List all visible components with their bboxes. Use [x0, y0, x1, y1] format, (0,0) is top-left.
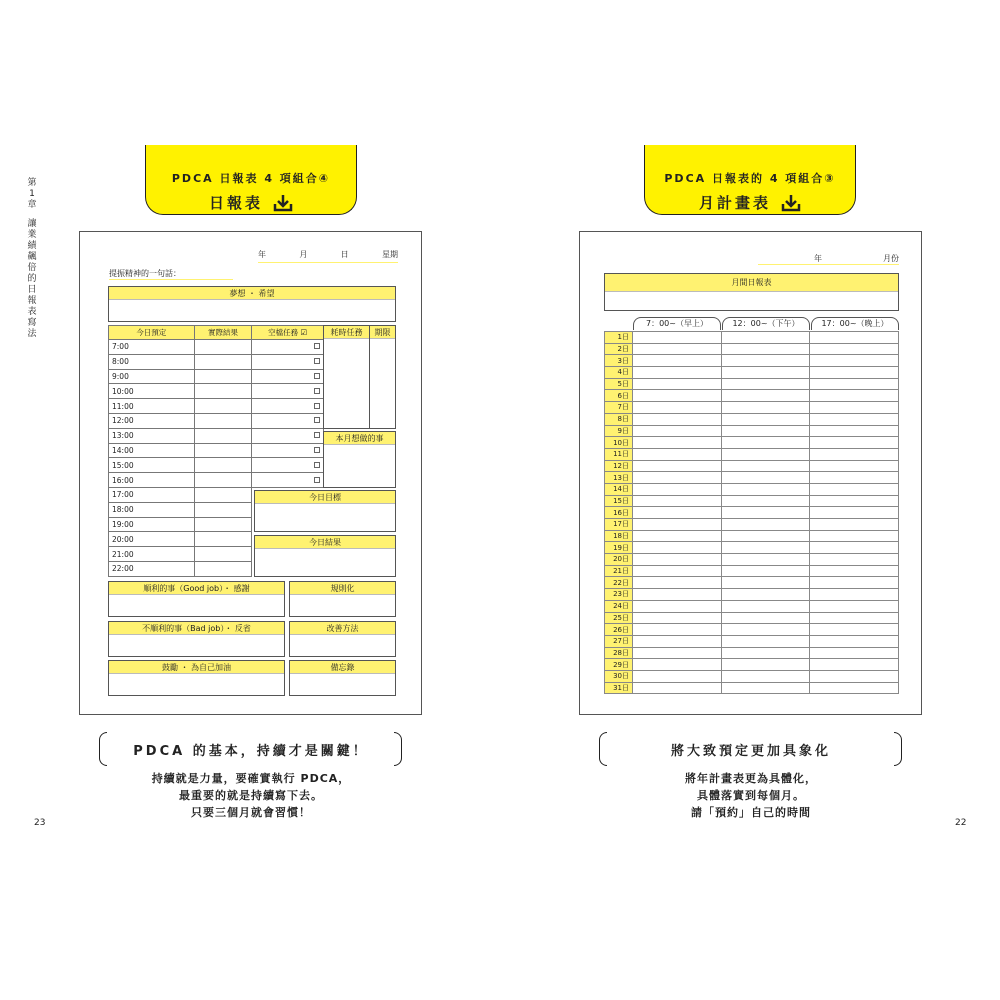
table-row	[605, 554, 899, 566]
spare-task-cell[interactable]	[252, 428, 324, 443]
page-number-right: 22	[955, 818, 967, 828]
slot-cell[interactable]	[633, 355, 722, 367]
table-row	[109, 354, 324, 369]
slot-afternoon: 12：00~（下午）	[722, 317, 810, 330]
checkbox[interactable]	[314, 388, 320, 394]
slot-cell[interactable]	[633, 402, 722, 414]
slot-cell[interactable]	[810, 635, 899, 647]
table-row	[605, 542, 899, 554]
bracket-left	[99, 732, 107, 766]
day-cell: 11日	[605, 448, 633, 460]
table-row	[605, 612, 899, 624]
result-cell[interactable]	[194, 384, 252, 399]
right-caption-title: 將大致預定更加具象化	[670, 744, 831, 759]
spare-task-cell[interactable]	[252, 473, 324, 488]
col-long-task: 耗時任務	[324, 326, 369, 339]
left-caption-body	[110, 770, 392, 821]
day-cell: 29日	[605, 659, 633, 671]
slot-cell[interactable]	[721, 647, 810, 659]
table-row	[605, 589, 899, 601]
table-row	[605, 600, 899, 612]
monthly-report-label: 月間日報表	[605, 274, 898, 292]
bracket-right	[394, 732, 402, 766]
caption-line: 請「預約」自己的時間	[691, 806, 811, 819]
slot-cell[interactable]	[633, 589, 722, 601]
slot-cell[interactable]	[633, 577, 722, 589]
result-cell[interactable]	[194, 561, 252, 576]
slot-cell[interactable]	[810, 682, 899, 694]
chapter-title: 讓 業 績 飆 倍 的 日 報 表 寫 法	[27, 219, 37, 339]
time-cell[interactable]: 20:00	[109, 532, 195, 547]
slot-cell[interactable]	[633, 367, 722, 379]
slot-cell[interactable]	[810, 378, 899, 390]
time-cell[interactable]: 12:00	[109, 413, 195, 428]
spare-task-cell[interactable]	[252, 369, 324, 384]
time-cell[interactable]: 18:00	[109, 502, 195, 517]
memo-label: 備忘錄	[290, 661, 395, 674]
slot-cell[interactable]	[810, 542, 899, 554]
result-cell[interactable]	[194, 517, 252, 532]
slot-cell[interactable]	[721, 402, 810, 414]
monthly-report-box[interactable]	[604, 273, 899, 311]
motto-label: 提振精神的一句話：	[109, 268, 233, 280]
day-cell: 18日	[605, 530, 633, 542]
day-cell: 5日	[605, 378, 633, 390]
slot-cell[interactable]	[633, 647, 722, 659]
slot-cell[interactable]	[633, 659, 722, 671]
col-deadline: 期限	[370, 326, 395, 339]
table-row	[109, 369, 324, 384]
day-cell: 6日	[605, 390, 633, 402]
improve-label: 改善方法	[290, 622, 395, 635]
time-cell[interactable]: 14:00	[109, 443, 195, 458]
result-cell[interactable]	[194, 458, 252, 473]
today-goal-label: 今日目標	[255, 491, 395, 504]
bad-label: 不順利的事（Bad job）・ 反省	[109, 622, 284, 635]
slot-cell[interactable]	[721, 332, 810, 344]
slot-cell[interactable]	[721, 600, 810, 612]
slot-cell[interactable]	[721, 519, 810, 531]
table-row	[605, 390, 899, 402]
slot-evening: 17：00~（晚上）	[811, 317, 899, 330]
spare-task-cell[interactable]	[252, 458, 324, 473]
time-cell[interactable]: 13:00	[109, 428, 195, 443]
slot-cell[interactable]	[810, 437, 899, 449]
spare-task-cell[interactable]	[252, 413, 324, 428]
slot-cell[interactable]	[810, 425, 899, 437]
slot-cell[interactable]	[633, 495, 722, 507]
today-goal-box[interactable]	[254, 490, 396, 532]
table-row	[109, 428, 324, 443]
right-header-main	[645, 192, 855, 213]
checkbox[interactable]	[314, 447, 320, 453]
slot-cell[interactable]	[810, 390, 899, 402]
result-cell[interactable]	[194, 487, 252, 502]
month-label: 月	[299, 250, 308, 259]
month-wish-box[interactable]	[323, 431, 396, 488]
slot-cell[interactable]	[721, 577, 810, 589]
result-cell[interactable]	[194, 502, 252, 517]
slot-cell[interactable]	[721, 659, 810, 671]
download-icon[interactable]	[273, 194, 293, 212]
good-label: 順利的事（Good job）・ 感謝	[109, 582, 284, 595]
table-row	[109, 340, 324, 355]
slot-cell[interactable]	[810, 519, 899, 531]
day-cell: 16日	[605, 507, 633, 519]
table-row	[605, 507, 899, 519]
day-cell: 14日	[605, 483, 633, 495]
slot-cell[interactable]	[810, 495, 899, 507]
table-row	[605, 448, 899, 460]
day-cell: 20日	[605, 554, 633, 566]
table-row	[109, 413, 324, 428]
col-spare-task: 空檔任務 ☑	[252, 326, 324, 340]
year-label: 年	[814, 254, 822, 263]
day-cell: 31日	[605, 682, 633, 694]
slot-cell[interactable]	[810, 624, 899, 636]
checkbox[interactable]	[314, 358, 320, 364]
table-row	[605, 460, 899, 472]
year-month-row	[758, 253, 899, 265]
slot-cell[interactable]	[810, 647, 899, 659]
table-row	[605, 437, 899, 449]
time-cell[interactable]: 15:00	[109, 458, 195, 473]
time-cell[interactable]: 11:00	[109, 399, 195, 414]
slot-cell[interactable]	[721, 542, 810, 554]
table-row	[605, 530, 899, 542]
monthly-table	[604, 331, 899, 694]
result-cell[interactable]	[194, 547, 252, 562]
chapter-side-label	[26, 178, 38, 340]
day-cell: 22日	[605, 577, 633, 589]
table-row	[109, 399, 324, 414]
slot-cell[interactable]	[633, 507, 722, 519]
encourage-box[interactable]	[108, 660, 285, 696]
slot-cell[interactable]	[633, 519, 722, 531]
table-row	[109, 473, 324, 488]
slot-cell[interactable]	[810, 565, 899, 577]
caption-line: 持續就是力量，要確實執行 PDCA，	[151, 772, 351, 785]
right-header-sub: PDCA 日報表的 4 項組合③	[664, 172, 836, 185]
result-cell[interactable]	[194, 428, 252, 443]
checkbox[interactable]	[314, 343, 320, 349]
result-cell[interactable]	[194, 473, 252, 488]
slot-headers	[633, 317, 899, 330]
table-row	[605, 332, 899, 344]
slot-cell[interactable]	[633, 332, 722, 344]
chapter-num: 第 1 章	[27, 178, 37, 210]
slot-cell[interactable]	[810, 507, 899, 519]
right-caption-body	[610, 770, 892, 821]
monthly-plan-sheet	[579, 231, 922, 715]
slot-cell[interactable]	[633, 448, 722, 460]
table-row	[605, 682, 899, 694]
slot-cell[interactable]	[633, 472, 722, 484]
slot-cell[interactable]	[633, 600, 722, 612]
table-row	[605, 483, 899, 495]
time-cell[interactable]: 8:00	[109, 354, 195, 369]
day-cell: 26日	[605, 624, 633, 636]
slot-cell[interactable]	[810, 659, 899, 671]
slot-cell[interactable]	[721, 343, 810, 355]
slot-cell[interactable]	[633, 682, 722, 694]
right-header-title: 月計畫表	[698, 194, 771, 212]
spare-task-cell[interactable]	[252, 384, 324, 399]
bad-box[interactable]	[108, 621, 285, 657]
slot-cell[interactable]	[721, 355, 810, 367]
result-cell[interactable]	[194, 443, 252, 458]
slot-cell[interactable]	[810, 343, 899, 355]
slot-cell[interactable]	[721, 472, 810, 484]
day-cell: 30日	[605, 670, 633, 682]
spare-task-cell[interactable]	[252, 443, 324, 458]
month-wish-label: 本月想做的事	[324, 432, 395, 445]
day-cell: 10日	[605, 437, 633, 449]
time-cell[interactable]: 21:00	[109, 547, 195, 562]
checkbox[interactable]	[314, 403, 320, 409]
day-cell: 15日	[605, 495, 633, 507]
day-cell: 1日	[605, 332, 633, 344]
left-header-title: 日報表	[208, 194, 263, 212]
slot-cell[interactable]	[721, 612, 810, 624]
table-row	[605, 670, 899, 682]
slot-cell[interactable]	[633, 437, 722, 449]
slot-cell[interactable]	[721, 495, 810, 507]
slot-cell[interactable]	[721, 460, 810, 472]
day-cell: 24日	[605, 600, 633, 612]
check-icon: ☑	[300, 328, 308, 337]
time-cell[interactable]: 16:00	[109, 473, 195, 488]
slot-cell[interactable]	[721, 390, 810, 402]
slot-cell[interactable]	[721, 565, 810, 577]
table-row	[605, 402, 899, 414]
table-row	[605, 343, 899, 355]
caption-line: 具體落實到每個月。	[697, 789, 805, 802]
day-label: 日	[340, 250, 349, 259]
daily-report-sheet	[79, 231, 422, 715]
slot-cell[interactable]	[810, 577, 899, 589]
col-plan: 今日預定	[109, 326, 195, 340]
col-result: 實際結果	[194, 326, 252, 340]
table-row	[109, 458, 324, 473]
day-cell: 17日	[605, 519, 633, 531]
day-cell: 28日	[605, 647, 633, 659]
year-label: 年	[258, 250, 266, 259]
checkbox[interactable]	[314, 462, 320, 468]
spare-task-cell[interactable]	[252, 354, 324, 369]
spare-task-cell[interactable]	[252, 399, 324, 414]
left-header-tab	[145, 145, 357, 215]
caption-line: 最重要的就是持續寫下去。	[179, 789, 323, 802]
slot-cell[interactable]	[633, 635, 722, 647]
good-box[interactable]	[108, 581, 285, 617]
table-row	[605, 565, 899, 577]
slot-cell[interactable]	[810, 670, 899, 682]
table-row	[109, 443, 324, 458]
result-cell[interactable]	[194, 354, 252, 369]
table-row	[605, 624, 899, 636]
left-caption-title: PDCA 的基本，持續才是關鍵！	[133, 744, 369, 759]
date-row	[258, 249, 398, 263]
table-row	[605, 355, 899, 367]
slot-cell[interactable]	[810, 413, 899, 425]
slot-cell[interactable]	[810, 367, 899, 379]
day-cell: 9日	[605, 425, 633, 437]
slot-cell[interactable]	[721, 448, 810, 460]
result-cell[interactable]	[194, 413, 252, 428]
result-cell[interactable]	[194, 532, 252, 547]
table-row	[605, 577, 899, 589]
memo-box[interactable]	[289, 660, 396, 696]
slot-cell[interactable]	[810, 472, 899, 484]
checkbox[interactable]	[314, 432, 320, 438]
slot-cell[interactable]	[810, 332, 899, 344]
slot-cell[interactable]	[810, 448, 899, 460]
improve-box[interactable]	[289, 621, 396, 657]
left-header-main	[146, 192, 356, 213]
result-cell[interactable]	[194, 340, 252, 355]
day-cell: 19日	[605, 542, 633, 554]
table-row	[605, 367, 899, 379]
time-cell[interactable]: 19:00	[109, 517, 195, 532]
download-icon[interactable]	[781, 194, 801, 212]
slot-cell[interactable]	[721, 413, 810, 425]
day-cell: 12日	[605, 460, 633, 472]
table-row	[605, 519, 899, 531]
encourage-label: 鼓勵 ・ 為自己加油	[109, 661, 284, 674]
slot-cell[interactable]	[810, 402, 899, 414]
slot-cell[interactable]	[721, 682, 810, 694]
slot-cell[interactable]	[810, 589, 899, 601]
table-row	[605, 647, 899, 659]
time-cell[interactable]: 17:00	[109, 487, 195, 502]
slot-cell[interactable]	[633, 542, 722, 554]
slot-cell[interactable]	[633, 530, 722, 542]
day-cell: 13日	[605, 472, 633, 484]
slot-cell[interactable]	[721, 507, 810, 519]
slot-morning: 7：00~（早上）	[633, 317, 721, 330]
today-result-box[interactable]	[254, 535, 396, 577]
day-cell: 25日	[605, 612, 633, 624]
table-row	[605, 425, 899, 437]
slot-cell[interactable]	[633, 554, 722, 566]
result-cell[interactable]	[194, 399, 252, 414]
dream-label: 夢想 ・ 希望	[109, 287, 395, 300]
slot-cell[interactable]	[721, 367, 810, 379]
day-cell: 4日	[605, 367, 633, 379]
caption-line: 只要三個月就會習慣！	[191, 806, 311, 819]
table-row	[109, 384, 324, 399]
day-cell: 7日	[605, 402, 633, 414]
checkbox[interactable]	[314, 417, 320, 423]
slot-cell[interactable]	[721, 378, 810, 390]
slot-cell[interactable]	[721, 624, 810, 636]
month-label: 月份	[883, 254, 899, 263]
slot-cell[interactable]	[721, 554, 810, 566]
slot-cell[interactable]	[810, 612, 899, 624]
caption-line: 將年計畫表更為具體化，	[685, 772, 817, 785]
today-result-label: 今日結果	[255, 536, 395, 549]
table-row	[605, 635, 899, 647]
weekday-label: 星期	[381, 250, 398, 259]
slot-cell[interactable]	[721, 589, 810, 601]
spare-task-cell[interactable]	[252, 340, 324, 355]
slot-cell[interactable]	[721, 670, 810, 682]
checkbox[interactable]	[314, 477, 320, 483]
time-cell[interactable]: 7:00	[109, 340, 195, 355]
day-cell: 27日	[605, 635, 633, 647]
rule-label: 規則化	[290, 582, 395, 595]
right-header-tab	[644, 145, 856, 215]
day-cell: 8日	[605, 413, 633, 425]
slot-cell[interactable]	[810, 483, 899, 495]
slot-cell[interactable]	[633, 425, 722, 437]
table-row	[605, 413, 899, 425]
day-cell: 3日	[605, 355, 633, 367]
slot-cell[interactable]	[721, 635, 810, 647]
day-cell: 23日	[605, 589, 633, 601]
long-task-box[interactable]	[323, 325, 370, 429]
slot-cell[interactable]	[633, 390, 722, 402]
slot-cell[interactable]	[721, 425, 810, 437]
slot-cell[interactable]	[810, 600, 899, 612]
table-row	[605, 378, 899, 390]
slot-cell[interactable]	[721, 530, 810, 542]
checkbox[interactable]	[314, 373, 320, 379]
time-cell[interactable]: 22:00	[109, 561, 195, 576]
slot-cell[interactable]	[810, 355, 899, 367]
slot-cell[interactable]	[810, 554, 899, 566]
table-row	[605, 659, 899, 671]
slot-cell[interactable]	[633, 483, 722, 495]
slot-cell[interactable]	[633, 460, 722, 472]
slot-cell[interactable]	[810, 460, 899, 472]
slot-cell[interactable]	[633, 378, 722, 390]
deadline-box[interactable]	[369, 325, 396, 429]
rule-box[interactable]	[289, 581, 396, 617]
slot-cell[interactable]	[633, 565, 722, 577]
slot-cell[interactable]	[633, 343, 722, 355]
dream-box[interactable]	[108, 286, 396, 322]
left-header-sub: PDCA 日報表 4 項組合④	[171, 172, 331, 185]
slot-cell[interactable]	[721, 483, 810, 495]
time-cell[interactable]: 10:00	[109, 384, 195, 399]
bracket-right	[894, 732, 902, 766]
slot-cell[interactable]	[633, 624, 722, 636]
bracket-left	[599, 732, 607, 766]
slot-cell[interactable]	[633, 413, 722, 425]
slot-cell[interactable]	[633, 612, 722, 624]
result-cell[interactable]	[194, 369, 252, 384]
slot-cell[interactable]	[633, 670, 722, 682]
table-row	[605, 495, 899, 507]
table-row	[605, 472, 899, 484]
slot-cell[interactable]	[810, 530, 899, 542]
day-cell: 2日	[605, 343, 633, 355]
page-number-left: 23	[34, 818, 46, 828]
day-cell: 21日	[605, 565, 633, 577]
slot-cell[interactable]	[721, 437, 810, 449]
time-cell[interactable]: 9:00	[109, 369, 195, 384]
